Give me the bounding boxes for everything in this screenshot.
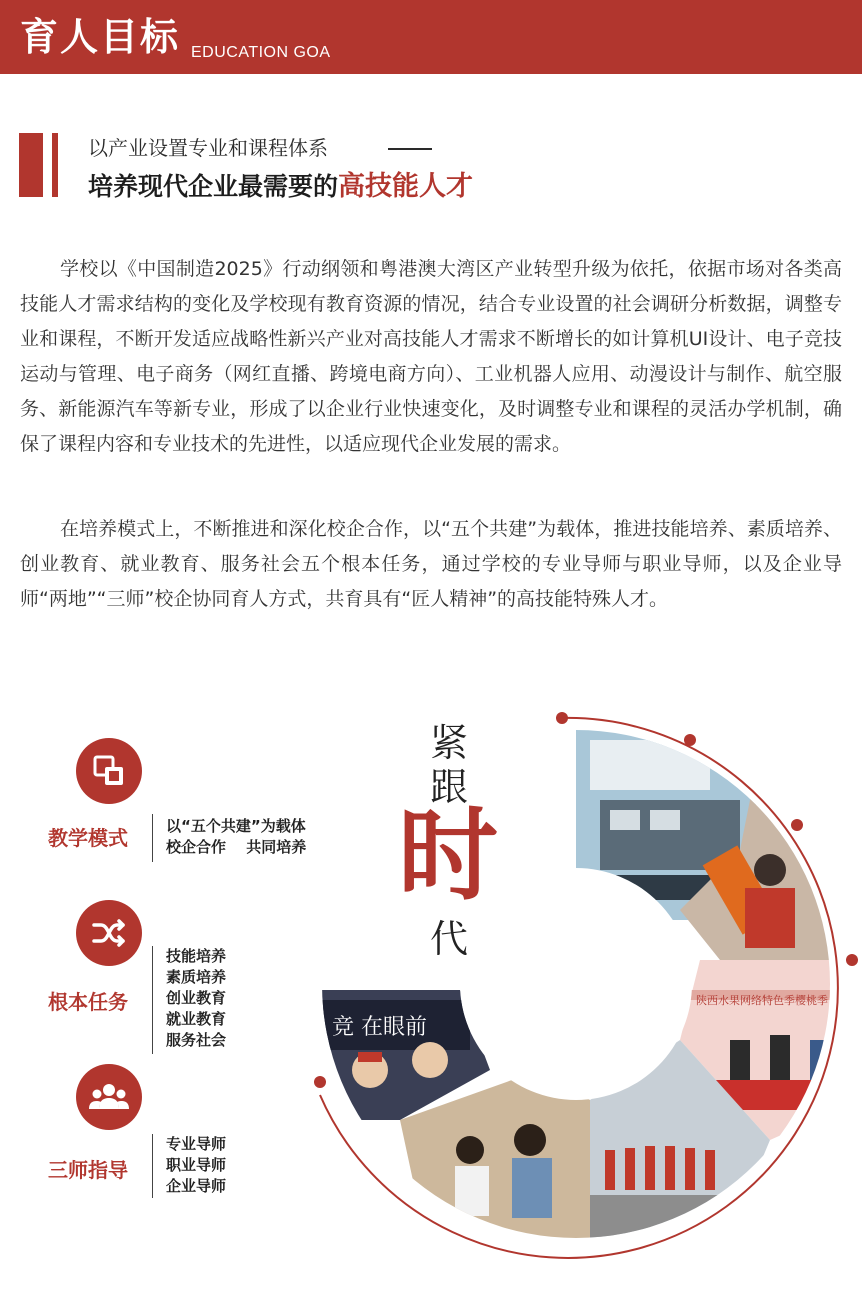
slogan-char-1: 紧 xyxy=(430,721,469,765)
arc-dot xyxy=(684,734,696,746)
arc-dot xyxy=(314,1076,326,1088)
list-item: 企业导师 xyxy=(166,1177,227,1195)
feature-divider-2 xyxy=(152,946,153,1054)
page-subtitle: EDUCATION GOA xyxy=(191,44,331,61)
intro-line1: 以产业设置专业和课程体系 xyxy=(88,136,328,160)
feature-label-three-mentors: 三师指导 xyxy=(48,1158,128,1182)
feature-list-core-tasks xyxy=(166,946,226,1051)
intro-line2 xyxy=(88,164,473,203)
list-item: 技能培养 xyxy=(166,947,227,965)
intro-line2-highlight: 高技能人才 xyxy=(338,171,474,202)
photo-collage xyxy=(300,700,862,1309)
arc-dot xyxy=(791,819,803,831)
feature-list-teaching-mode xyxy=(166,816,306,858)
slogan-char-4: 代 xyxy=(430,917,469,961)
arc-dot xyxy=(556,712,568,724)
intro-dash xyxy=(388,148,432,150)
list-item: 素质培养 xyxy=(166,968,227,986)
slogan-char-3: 时 xyxy=(398,796,498,914)
page-title: 育人目标 xyxy=(20,15,181,59)
feature-label-core-tasks: 根本任务 xyxy=(48,990,128,1014)
people-group-icon xyxy=(76,1064,142,1130)
shuffle-icon xyxy=(76,900,142,966)
list-item: 创业教育 xyxy=(166,989,227,1007)
arc-dot xyxy=(846,954,858,966)
feature-divider-3 xyxy=(152,1134,153,1198)
intro-line2-prefix: 培养现代企业最需要的 xyxy=(88,172,339,201)
list-item: 职业导师 xyxy=(166,1156,227,1174)
overlapping-squares-icon xyxy=(76,738,142,804)
list-item: 校企合作 共同培养 xyxy=(166,838,307,856)
feature-list-three-mentors xyxy=(166,1134,226,1197)
accent-bar-wide xyxy=(19,133,43,197)
body-paragraph-2: 在培养模式上，不断推进和深化校企合作，以“五个共建”为载体，推进技能培养、素质培养、创业教育、就业教育、服务社会五个根本任务，通过学校的专业导师与职业导师，以及企业导师“两地”“三师”校企协同育人方式，共育具有“匠人精神”的高技能特殊人才。 xyxy=(20,518,842,610)
ecommerce-banner-text: 陕西水果网络特色季樱桃季 xyxy=(696,994,828,1007)
list-item: 服务社会 xyxy=(166,1031,227,1049)
list-item: 就业教育 xyxy=(166,1010,227,1028)
feature-divider-1 xyxy=(152,814,153,862)
feature-label-teaching-mode: 教学模式 xyxy=(48,826,128,850)
list-item: 专业导师 xyxy=(166,1135,227,1153)
header-bar xyxy=(0,0,862,74)
body-paragraph-1: 学校以《中国制造2025》行动纲领和粤港澳大湾区产业转型升级为依托，依据市场对各类高技能人才需求结构的变化及学校现有教育资源的情况，结合专业设置的社会调研分析数据，调整专业和课程，不断开发适应战略性新兴产业对高技能人才需求不断增长的如计算机UI设计、电子竞技运动与管理、电子商务（网红直播、跨境电商方向）、工业机器人应用、动漫设计与制作、航空服务、新能源汽车等新专业，形成了以企业行业快速变化，及时调整专业和课程的灵活办学机制，确保了课程内容和专业技术的先进性，以适应现代企业发展的需求。 xyxy=(20,258,842,455)
accent-bar-narrow xyxy=(52,133,58,197)
list-item: 以“五个共建”为载体 xyxy=(166,817,306,835)
slogan-char-2: 跟 xyxy=(430,765,469,809)
esports-banner-text: 竞 在眼前 xyxy=(332,1015,427,1040)
